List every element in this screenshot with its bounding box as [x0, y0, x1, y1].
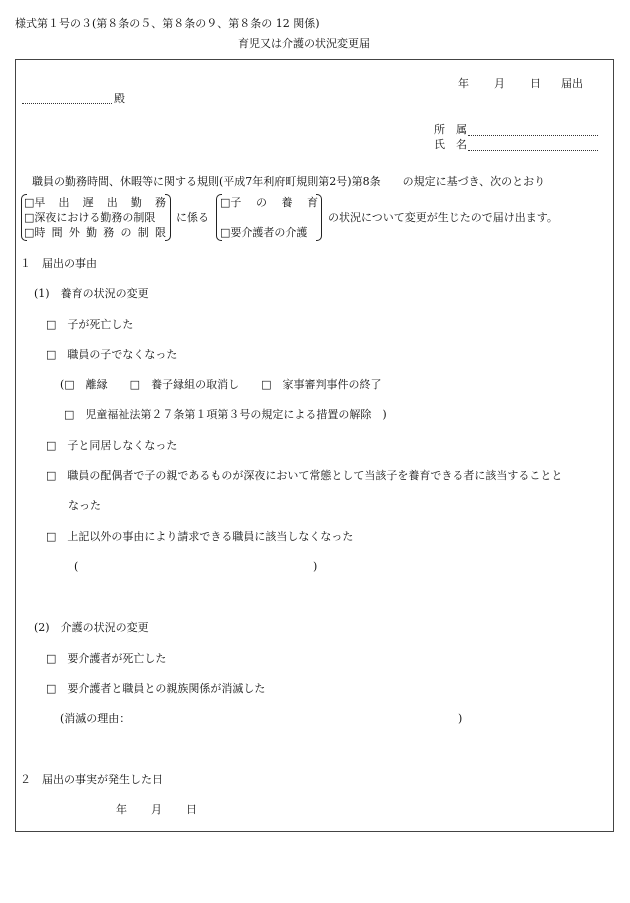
item-relation-ended[interactable]: □ 要介護者と職員との親族関係が消滅した [46, 682, 266, 695]
item-spouse-can-care-cont: なった [68, 499, 101, 512]
form-number: 様式第１号の３(第８条の５、第８条の９、第８条の 12 関係) [15, 17, 320, 30]
addressee-honorific: 殿 [114, 92, 125, 105]
other-reason-paren-open: ( [74, 560, 79, 573]
restriction-night-option[interactable]: □深夜における勤務の制限 [24, 211, 156, 224]
sub1-heading: (1) 養育の状況の変更 [34, 287, 149, 300]
connector-text: に係る [176, 211, 209, 224]
care-child-option[interactable]: □子 の 養 育 [220, 196, 318, 209]
item-not-child-reasons[interactable]: (□ 離縁 □ 養子縁組の取消し □ 家事審判事件の終了 [60, 378, 382, 391]
item-child-died[interactable]: □ 子が死亡した [46, 318, 134, 331]
occurrence-day-label: 日 [186, 803, 197, 816]
section1-heading: １ 届出の事由 [20, 257, 97, 270]
restriction-overtime-option[interactable]: □時 間 外 勤 務 の 制 限 [24, 226, 166, 239]
item-welfare-measure[interactable]: □ 児童福祉法第２７条第１項第３号の規定による措置の解除 ) [64, 408, 387, 421]
item-other-reason[interactable]: □ 上記以外の事由により請求できる職員に該当しなくなった [46, 530, 354, 543]
care-elder-option[interactable]: □要介護者の介護 [220, 226, 308, 239]
item-not-cohabiting[interactable]: □ 子と同居しなくなった [46, 439, 178, 452]
intro-tail: の状況について変更が生じたので届け出ます。 [328, 211, 558, 224]
other-reason-field[interactable] [84, 558, 310, 574]
reason-label: (消滅の理由： [60, 712, 131, 725]
other-reason-paren-close: ) [313, 560, 318, 573]
form-title: 育児又は介護の状況変更届 [238, 37, 370, 50]
section2-heading: ２ 届出の事実が発生した日 [20, 773, 163, 786]
submit-month-label: 月 [494, 77, 505, 90]
item-care-recipient-died[interactable]: □ 要介護者が死亡した [46, 652, 167, 665]
name-label: 氏 名 [434, 138, 467, 151]
occurrence-year-label: 年 [116, 803, 127, 816]
submit-year-label: 年 [458, 77, 469, 90]
submit-suffix-label: 届出 [561, 77, 583, 90]
item-not-child[interactable]: □ 職員の子でなくなった [46, 348, 178, 361]
submit-day-label: 日 [530, 77, 541, 90]
name-field[interactable] [468, 150, 598, 151]
reason-paren-close: ) [458, 712, 463, 725]
restriction-early-late-option[interactable]: □早 出 遅 出 勤 務 [24, 196, 166, 209]
affiliation-field[interactable] [468, 135, 598, 136]
occurrence-month-label: 月 [151, 803, 162, 816]
sub2-heading: (2) 介護の状況の変更 [34, 621, 149, 634]
affiliation-label: 所 属 [434, 123, 467, 136]
addressee-field[interactable] [22, 103, 112, 104]
reason-field[interactable] [134, 710, 454, 726]
intro-text: 職員の勤務時間、休暇等に関する規則(平成7年利府町規則第2号)第8条 の規定に基づき、次のとおり [32, 175, 546, 188]
item-spouse-can-care[interactable]: □ 職員の配偶者で子の親であるものが深夜において常態として当該子を養育できる者に該当することと [46, 469, 563, 482]
